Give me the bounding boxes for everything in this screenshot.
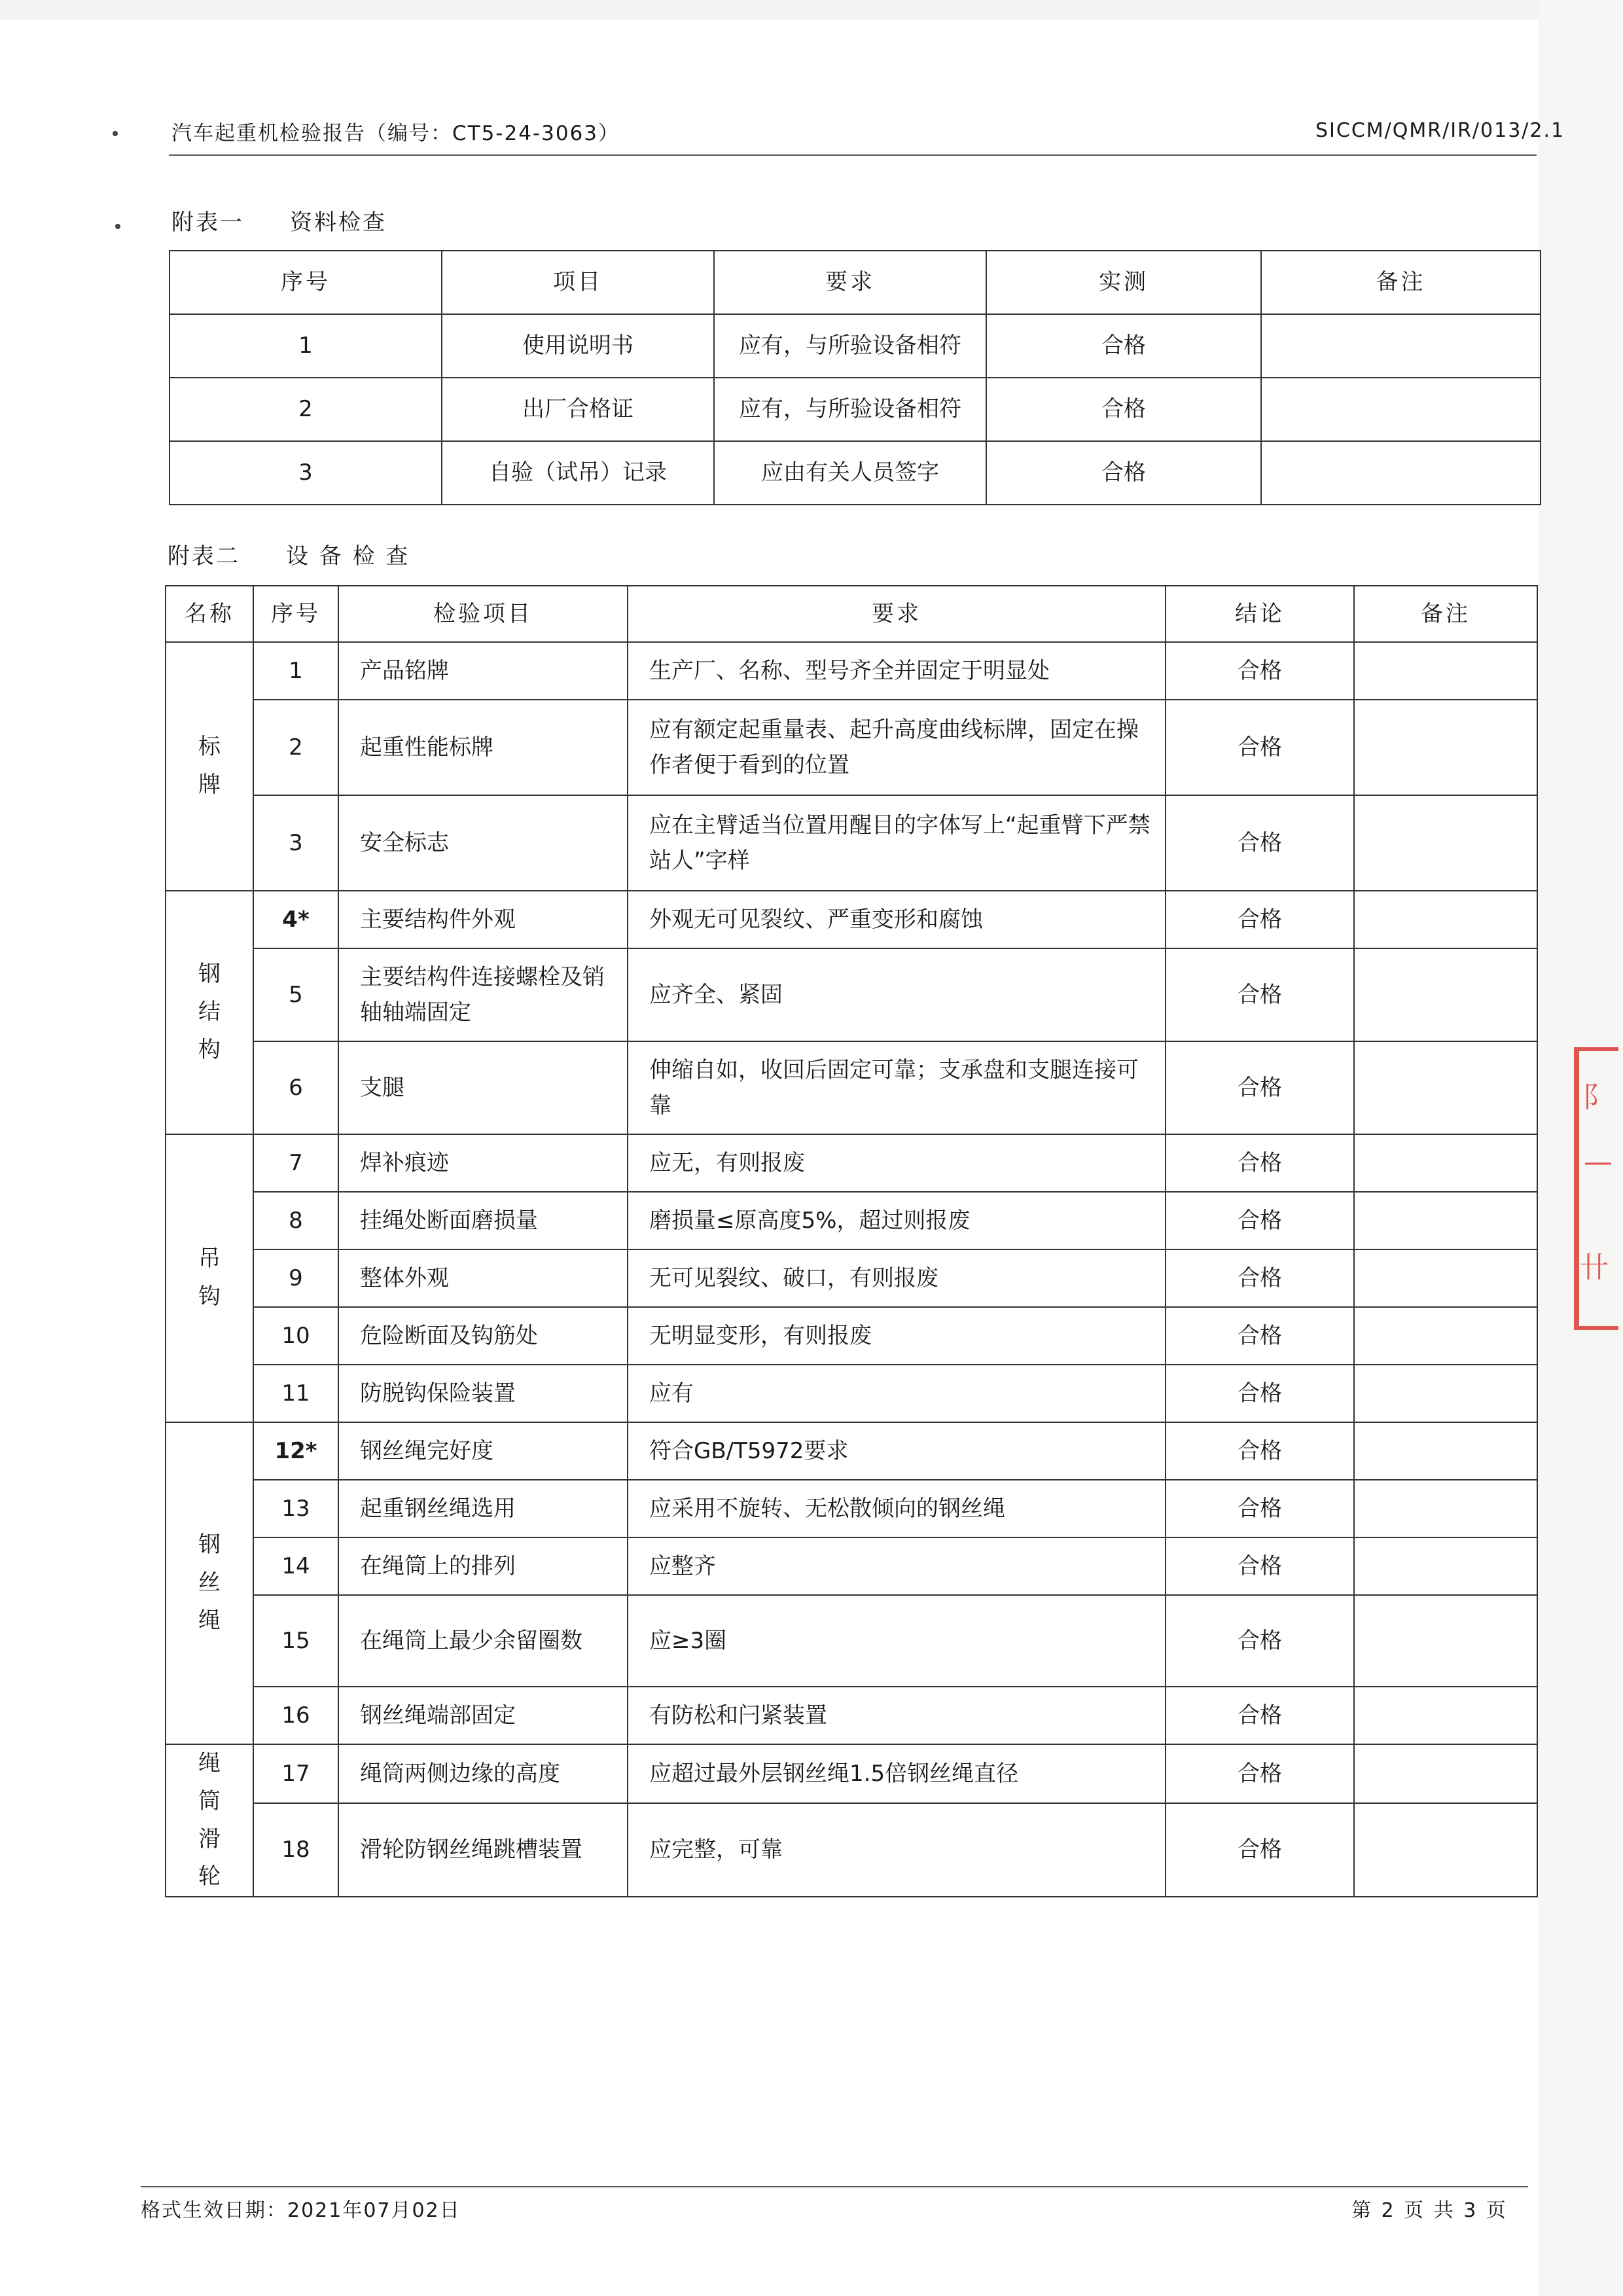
cell-req: 应≥3圈 <box>628 1595 1166 1687</box>
cell-result: 合格 <box>1166 642 1354 700</box>
cell-req: 有防松和闩紧装置 <box>628 1687 1166 1744</box>
seal-fragment: — <box>1584 1145 1613 1179</box>
cell-item: 在绳筒上最少余留圈数 <box>338 1595 628 1687</box>
cell-req: 应完整，可靠 <box>628 1803 1166 1897</box>
cell-result: 合格 <box>1166 700 1354 795</box>
seal-fragment: 阝 <box>1582 1081 1611 1114</box>
cell-req: 应整齐 <box>628 1537 1166 1595</box>
cell-req: 应有，与所验设备相符 <box>714 314 986 378</box>
cell-req: 应无，有则报废 <box>628 1134 1166 1192</box>
cell-req: 应采用不旋转、无松散倾向的钢丝绳 <box>628 1480 1166 1537</box>
cell-item: 产品铭牌 <box>338 642 628 700</box>
cell-item: 自验（试吊）记录 <box>442 441 714 505</box>
cell-item: 危险断面及钩筋处 <box>338 1307 628 1365</box>
column-header: 序号 <box>253 586 338 642</box>
cell-result: 合格 <box>1166 1365 1354 1422</box>
table-row <box>166 1744 1537 1803</box>
cell-no: 4* <box>253 891 338 948</box>
cell-no: 2 <box>253 700 338 795</box>
cell-result: 合格 <box>1166 1687 1354 1744</box>
cell-note <box>1354 1249 1537 1307</box>
cell-note <box>1354 1803 1537 1897</box>
footer-divider <box>141 2186 1528 2187</box>
cell-note <box>1354 891 1537 948</box>
cell-item: 在绳筒上的排列 <box>338 1537 628 1595</box>
group-name: 标牌 <box>198 734 221 798</box>
cell-no: 17 <box>253 1744 338 1803</box>
cell-note <box>1354 1365 1537 1422</box>
cell-result: 合格 <box>986 314 1261 378</box>
cell-req: 应有 <box>628 1365 1166 1422</box>
column-header: 序号 <box>169 251 442 314</box>
cell-note <box>1354 1744 1537 1803</box>
cell-note <box>1261 441 1541 505</box>
group-name-cell <box>166 1134 253 1422</box>
cell-req: 应有额定起重量表、起升高度曲线标牌，固定在操作者便于看到的位置 <box>628 700 1166 795</box>
cell-item: 安全标志 <box>338 795 628 891</box>
table-header-row <box>169 251 1541 314</box>
cell-result: 合格 <box>1166 1744 1354 1803</box>
cell-note <box>1354 1422 1537 1480</box>
cell-result: 合格 <box>1166 1307 1354 1365</box>
column-header: 名称 <box>166 586 253 642</box>
cell-no: 7 <box>253 1134 338 1192</box>
cell-no: 6 <box>253 1041 338 1134</box>
cell-item: 防脱钩保险装置 <box>338 1365 628 1422</box>
cell-req: 生产厂、名称、型号齐全并固定于明显处 <box>628 642 1166 700</box>
table-row <box>166 700 1537 795</box>
cell-item: 整体外观 <box>338 1249 628 1307</box>
group-name-cell <box>166 891 253 1134</box>
table-row <box>166 1249 1537 1307</box>
column-header: 检验项目 <box>338 586 628 642</box>
cell-no: 12* <box>253 1422 338 1480</box>
seal-fragment: 卄 <box>1580 1251 1609 1284</box>
cell-note <box>1354 1687 1537 1744</box>
table-row <box>166 1041 1537 1134</box>
cell-req: 应由有关人员签字 <box>714 441 986 505</box>
cell-result: 合格 <box>1166 1249 1354 1307</box>
cell-req: 应有，与所验设备相符 <box>714 378 986 441</box>
cell-no: 10 <box>253 1307 338 1365</box>
cell-result: 合格 <box>1166 948 1354 1041</box>
cell-result: 合格 <box>1166 1422 1354 1480</box>
cell-req: 应超过最外层钢丝绳1.5倍钢丝绳直径 <box>628 1744 1166 1803</box>
cell-item: 绳筒两侧边缘的高度 <box>338 1744 628 1803</box>
cell-no: 9 <box>253 1249 338 1307</box>
cell-result: 合格 <box>1166 1595 1354 1687</box>
cell-note <box>1354 1480 1537 1537</box>
group-name: 钢丝绳 <box>198 1532 221 1634</box>
table-row <box>169 314 1541 378</box>
table-header-row <box>166 586 1537 642</box>
appendix2-title: 设 备 检 查 <box>286 543 410 569</box>
table-row <box>166 948 1537 1041</box>
cell-result: 合格 <box>1166 1134 1354 1192</box>
cell-note <box>1354 1041 1537 1134</box>
group-name: 绳筒滑轮 <box>198 1750 221 1890</box>
group-name: 钢结构 <box>198 961 221 1063</box>
cell-note <box>1354 1537 1537 1595</box>
group-name-cell <box>166 642 253 891</box>
column-header: 备注 <box>1261 251 1541 314</box>
cell-no: 5 <box>253 948 338 1041</box>
cell-req: 伸缩自如，收回后固定可靠；支承盘和支腿连接可靠 <box>628 1041 1166 1134</box>
report-title: 汽车起重机检验报告（编号：CT5-24-3063） <box>171 122 620 145</box>
cell-req: 外观无可见裂纹、严重变形和腐蚀 <box>628 891 1166 948</box>
effective-date: 格式生效日期：2021年07月02日 <box>141 2199 461 2222</box>
cell-item: 焊补痕迹 <box>338 1134 628 1192</box>
cell-no: 16 <box>253 1687 338 1744</box>
appendix1-title: 资料检查 <box>290 209 387 236</box>
cell-note <box>1261 378 1541 441</box>
cell-result: 合格 <box>986 441 1261 505</box>
table-row <box>166 1687 1537 1744</box>
cell-no: 1 <box>169 314 442 378</box>
table-row <box>166 1134 1537 1192</box>
cell-note <box>1354 1595 1537 1687</box>
cell-item: 挂绳处断面磨损量 <box>338 1192 628 1249</box>
cell-result: 合格 <box>1166 1041 1354 1134</box>
column-header: 备注 <box>1354 586 1537 642</box>
group-name: 吊钩 <box>198 1246 221 1310</box>
cell-req: 应在主臂适当位置用醒目的字体写上“起重臂下严禁站人”字样 <box>628 795 1166 891</box>
table-row <box>166 1537 1537 1595</box>
group-name-cell <box>166 1422 253 1744</box>
document-check-table <box>169 250 1541 505</box>
cell-item: 出厂合格证 <box>442 378 714 441</box>
cell-note <box>1354 948 1537 1041</box>
cell-req: 符合GB/T5972要求 <box>628 1422 1166 1480</box>
cell-no: 14 <box>253 1537 338 1595</box>
table-row <box>166 795 1537 891</box>
cell-note <box>1354 700 1537 795</box>
cell-no: 3 <box>253 795 338 891</box>
cell-result: 合格 <box>1166 891 1354 948</box>
cell-item: 滑轮防钢丝绳跳槽装置 <box>338 1803 628 1897</box>
header-divider <box>169 154 1537 156</box>
page-number: 第 2 页 共 3 页 <box>1351 2199 1508 2222</box>
column-header: 要求 <box>628 586 1166 642</box>
scan-mark <box>115 224 120 229</box>
cell-note <box>1354 1134 1537 1192</box>
document-code: SICCM/QMR/IR/013/2.1 <box>1315 119 1565 142</box>
cell-no: 11 <box>253 1365 338 1422</box>
appendix1-label: 附表一 <box>171 209 244 236</box>
cell-result: 合格 <box>1166 795 1354 891</box>
cell-item: 主要结构件外观 <box>338 891 628 948</box>
scan-mark <box>113 131 118 136</box>
table-row <box>166 1480 1537 1537</box>
cell-no: 1 <box>253 642 338 700</box>
cell-no: 18 <box>253 1803 338 1897</box>
cell-req: 无可见裂纹、破口，有则报废 <box>628 1249 1166 1307</box>
table-row <box>169 378 1541 441</box>
table-row <box>166 1422 1537 1480</box>
table-row <box>166 1365 1537 1422</box>
cell-item: 使用说明书 <box>442 314 714 378</box>
cell-no: 2 <box>169 378 442 441</box>
scan-edge-top <box>0 0 1623 20</box>
cell-result: 合格 <box>1166 1480 1354 1537</box>
column-header: 要求 <box>714 251 986 314</box>
cell-note <box>1354 642 1537 700</box>
appendix2-label: 附表二 <box>168 543 240 569</box>
cell-item: 钢丝绳完好度 <box>338 1422 628 1480</box>
cell-no: 3 <box>169 441 442 505</box>
cell-result: 合格 <box>1166 1537 1354 1595</box>
cell-item: 起重性能标牌 <box>338 700 628 795</box>
cell-req: 应齐全、紧固 <box>628 948 1166 1041</box>
cell-req: 无明显变形，有则报废 <box>628 1307 1166 1365</box>
table-row <box>166 642 1537 700</box>
cell-note <box>1354 1307 1537 1365</box>
table-row <box>166 1192 1537 1249</box>
table-row <box>166 1307 1537 1365</box>
column-header: 结论 <box>1166 586 1354 642</box>
table-row <box>169 441 1541 505</box>
cell-no: 8 <box>253 1192 338 1249</box>
group-name-cell <box>166 1744 253 1897</box>
appendix2-heading <box>168 538 410 570</box>
cell-item: 支腿 <box>338 1041 628 1134</box>
cell-item: 起重钢丝绳选用 <box>338 1480 628 1537</box>
cell-item: 主要结构件连接螺栓及销轴轴端固定 <box>338 948 628 1041</box>
table-row <box>166 1595 1537 1687</box>
equipment-check-table <box>165 585 1538 1897</box>
appendix1-heading <box>171 204 387 236</box>
cell-note <box>1261 314 1541 378</box>
cell-no: 13 <box>253 1480 338 1537</box>
cell-note <box>1354 1192 1537 1249</box>
cell-result: 合格 <box>1166 1192 1354 1249</box>
cell-result: 合格 <box>1166 1803 1354 1897</box>
table-row <box>166 1803 1537 1897</box>
column-header: 项目 <box>442 251 714 314</box>
cell-item: 钢丝绳端部固定 <box>338 1687 628 1744</box>
cell-req: 磨损量≤原高度5%，超过则报废 <box>628 1192 1166 1249</box>
cell-result: 合格 <box>986 378 1261 441</box>
cell-note <box>1354 795 1537 891</box>
table-row <box>166 891 1537 948</box>
cell-no: 15 <box>253 1595 338 1687</box>
column-header: 实测 <box>986 251 1261 314</box>
